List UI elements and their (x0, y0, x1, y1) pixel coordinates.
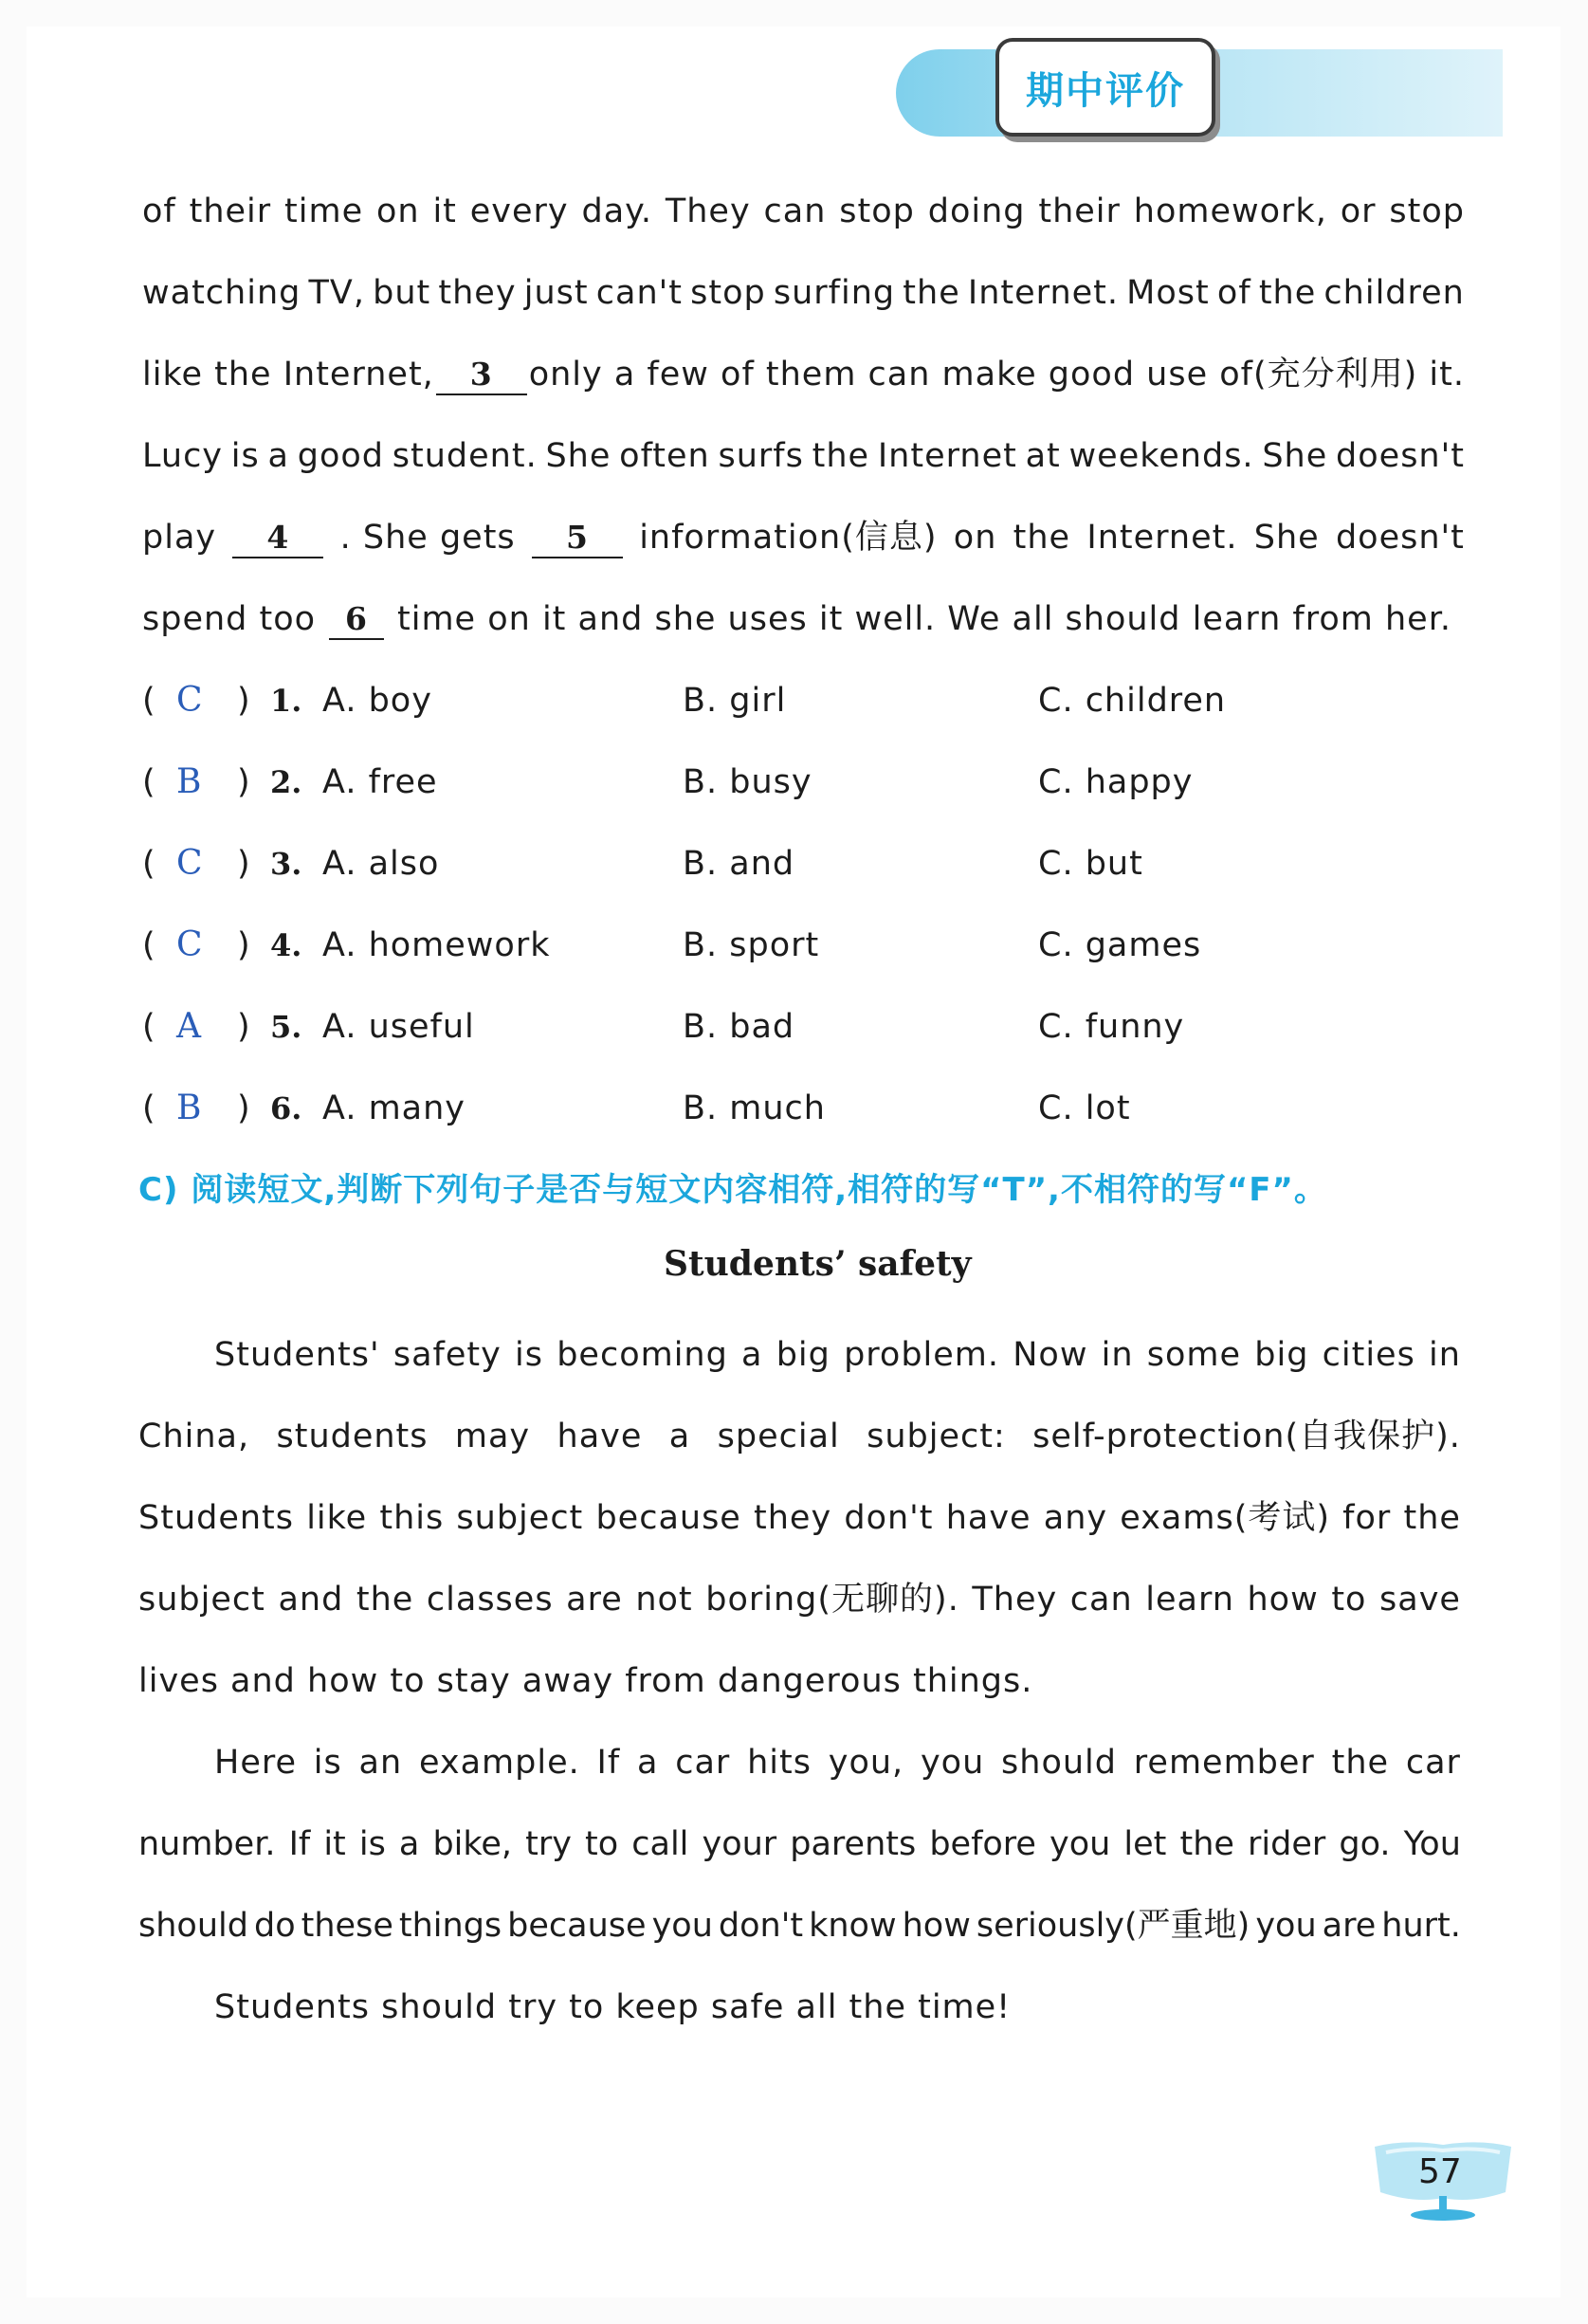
answer-mark[interactable]: B (176, 1089, 202, 1127)
passage-line-6: spend too 6 time on it and she uses it well. We all should learn from her. (142, 600, 1451, 638)
option-c[interactable]: C. children (1038, 682, 1227, 720)
passage-line-1: of their time on it every day. They can stop doing their homework, or stop (142, 192, 1465, 230)
option-b[interactable]: B. bad (683, 1008, 795, 1046)
passage-line-2: watching TV, but they just can't stop surfing the Internet. Most of the children (142, 274, 1465, 312)
blank-5[interactable]: 5 (532, 519, 623, 558)
passage-c-line-9: Students should try to keep safe all the time! (214, 1988, 1012, 2026)
passage-title: Students’ safety (664, 1244, 972, 1284)
option-c[interactable]: C. but (1038, 845, 1143, 883)
passage-c-line-2: China, students may have a special subject: self-protection(自我保护). (138, 1418, 1461, 1455)
option-a[interactable]: A. free (322, 763, 438, 801)
option-b[interactable]: B. much (683, 1089, 826, 1127)
passage-line-3: like the Internet, 3 only a few of them can make good use of(充分利用) it. (142, 356, 1465, 393)
option-c[interactable]: C. happy (1038, 763, 1194, 801)
passage-line-4: Lucy is a good student. She often surfs the Internet at weekends. She doesn't (142, 437, 1465, 475)
passage-c-line-8: should do these things because you don't know how seriously(严重地) you are hurt. (138, 1907, 1461, 1945)
option-a[interactable]: A. also (322, 845, 440, 883)
blank-4[interactable]: 4 (232, 519, 323, 558)
option-a[interactable]: A. boy (322, 682, 432, 720)
answer-mark[interactable]: C (176, 681, 203, 720)
passage-c-line-7: number. If it is a bike, try to call your parents before you let the rider go. You (138, 1825, 1461, 1863)
answer-mark[interactable]: C (176, 925, 203, 964)
passage-c-line-6: Here is an example. If a car hits you, you should remember the car (214, 1744, 1461, 1782)
option-a[interactable]: A. homework (322, 926, 551, 964)
option-a[interactable]: A. useful (322, 1008, 475, 1046)
option-b[interactable]: B. and (683, 845, 795, 883)
option-c[interactable]: C. lot (1038, 1089, 1131, 1127)
option-b[interactable]: B. girl (683, 682, 787, 720)
blank-6[interactable]: 6 (329, 600, 384, 640)
passage-line-5: play 4 . She gets 5 information(信息) on the Internet. She doesn't (142, 519, 1465, 557)
answer-mark[interactable]: B (176, 762, 202, 801)
option-a[interactable]: A. many (322, 1089, 466, 1127)
option-b[interactable]: B. busy (683, 763, 812, 801)
passage-c-line-5: lives and how to stay away from dangerous things. (138, 1662, 1033, 1700)
option-c[interactable]: C. games (1038, 926, 1202, 964)
passage-c-line-1: Students' safety is becoming a big problem. Now in some big cities in (214, 1336, 1461, 1374)
option-b[interactable]: B. sport (683, 926, 820, 964)
page-number: 57 (1418, 2152, 1462, 2191)
header-tab: 期中评价 (995, 38, 1215, 137)
answer-mark[interactable]: A (176, 1007, 201, 1046)
blank-3[interactable]: 3 (436, 356, 527, 395)
option-c[interactable]: C. funny (1038, 1008, 1185, 1046)
answer-mark[interactable]: C (176, 844, 203, 883)
section-c-instruction: C) 阅读短文,判断下列句子是否与短文内容相符,相符的写“T”,不相符的写“F”。 (138, 1171, 1327, 1209)
passage-c-line-4: subject and the classes are not boring(无聊的). They can learn how to save (138, 1581, 1461, 1619)
passage-c-line-3: Students like this subject because they don't have any exams(考试) for the (138, 1499, 1461, 1537)
